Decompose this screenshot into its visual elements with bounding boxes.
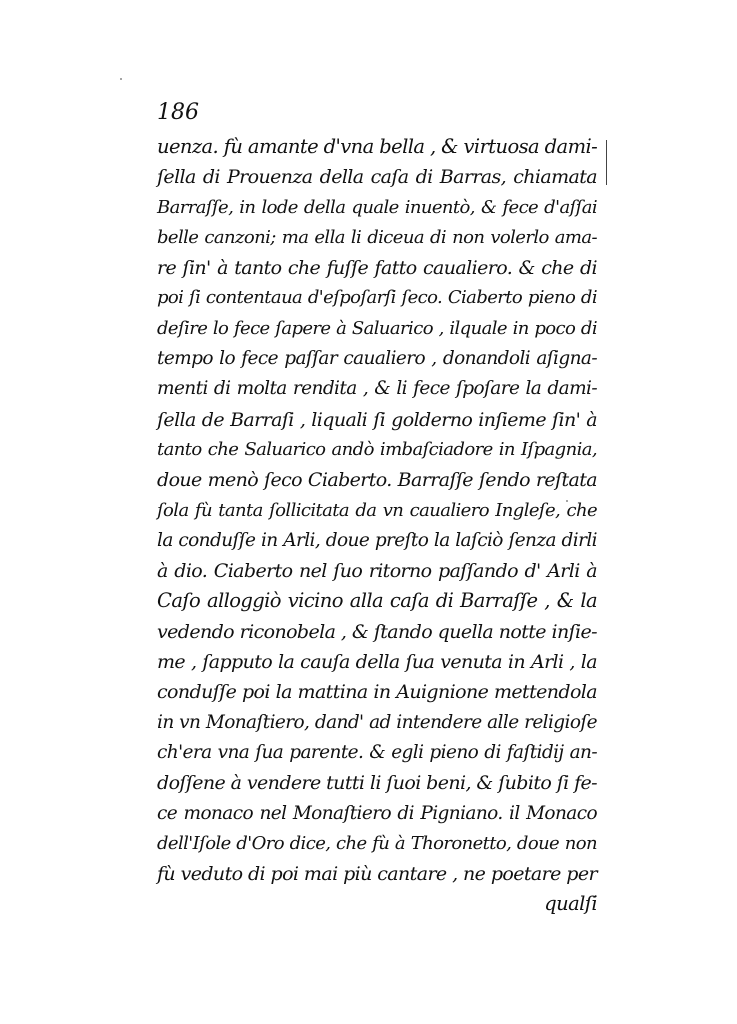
text-line: re ſin' à tanto che fuſſe fatto caualiero. & che di <box>157 257 597 280</box>
body-text <box>157 132 597 920</box>
text-line: doſſene à vendere tutti li ſuoi beni, & ſubito ſi fe- <box>157 772 597 795</box>
text-line: doue menò ſeco Ciaberto. Barraſſe ſendo reſtata <box>157 469 597 492</box>
text-line: dell'Iſole d'Oro dice, che fù à Thoronetto, doue non <box>157 832 597 854</box>
text-line: à dio. Ciaberto nel ſuo ritorno paſſando d' Arli à <box>157 560 597 583</box>
text-line: in vn Monaſtiero, dand' ad intendere alle religioſe <box>157 711 597 733</box>
text-line: la conduſſe in Arli, doue preſto la laſciò ſenza dirli <box>157 529 597 551</box>
text-line: vedendo riconobela , & ſtando quella notte inſie- <box>157 620 597 643</box>
text-line: me , ſapputo la cauſa della ſua venuta in Arli , la <box>157 651 597 674</box>
text-line: tanto che Saluarico andò imbaſciadore in Iſpagnia, <box>157 438 597 460</box>
text-line: tempo lo fece paſſar caualiero , donandoli aſigna- <box>157 348 597 370</box>
text-line: ſella de Barraſi , liquali ſi golderno inſieme ſin' à <box>157 408 597 431</box>
text-line: uenza. fù amante d'vna bella , & virtuosa dami- <box>157 135 598 158</box>
text-line: menti di molta rendita , & li fece ſpoſare la dami- <box>157 378 597 400</box>
catchword: qualſi <box>544 892 597 916</box>
paper-speck <box>120 78 122 80</box>
margin-rule <box>606 140 607 185</box>
text-line: deſire lo fece ſapere à Saluarico , ilquale in poco di <box>157 317 597 339</box>
text-line: ce monaco nel Monaſtiero di Pigniano. il Monaco <box>157 802 597 824</box>
page-number: 186 <box>157 100 199 125</box>
text-line: ſola fù tanta ſollicitata da vn caualiero Ingleſe, che <box>157 499 597 521</box>
text-line: fù veduto di poi mai più cantare , ne poetare per <box>157 863 597 886</box>
text-line: belle canzoni; ma ella li diceua di non volerlo ama- <box>157 226 597 248</box>
text-line: Caſo alloggiò vicino alla caſa di Barraſſe , & la <box>157 589 597 613</box>
text-line: poi ſi contentaua d'eſpoſarſi ſeco. Ciaberto pieno di <box>157 287 597 309</box>
text-line: conduſſe poi la mattina in Auignione mettendola <box>157 681 597 704</box>
text-line: ch'era vna ſua parente. & egli pieno di faſtidij an- <box>157 741 597 763</box>
text-line: ſella di Prouenza della caſa di Barras, chiamata <box>157 166 597 189</box>
text-line: Barraſſe, in lode della quale inuentò, & fece d'aſſai <box>157 196 597 218</box>
